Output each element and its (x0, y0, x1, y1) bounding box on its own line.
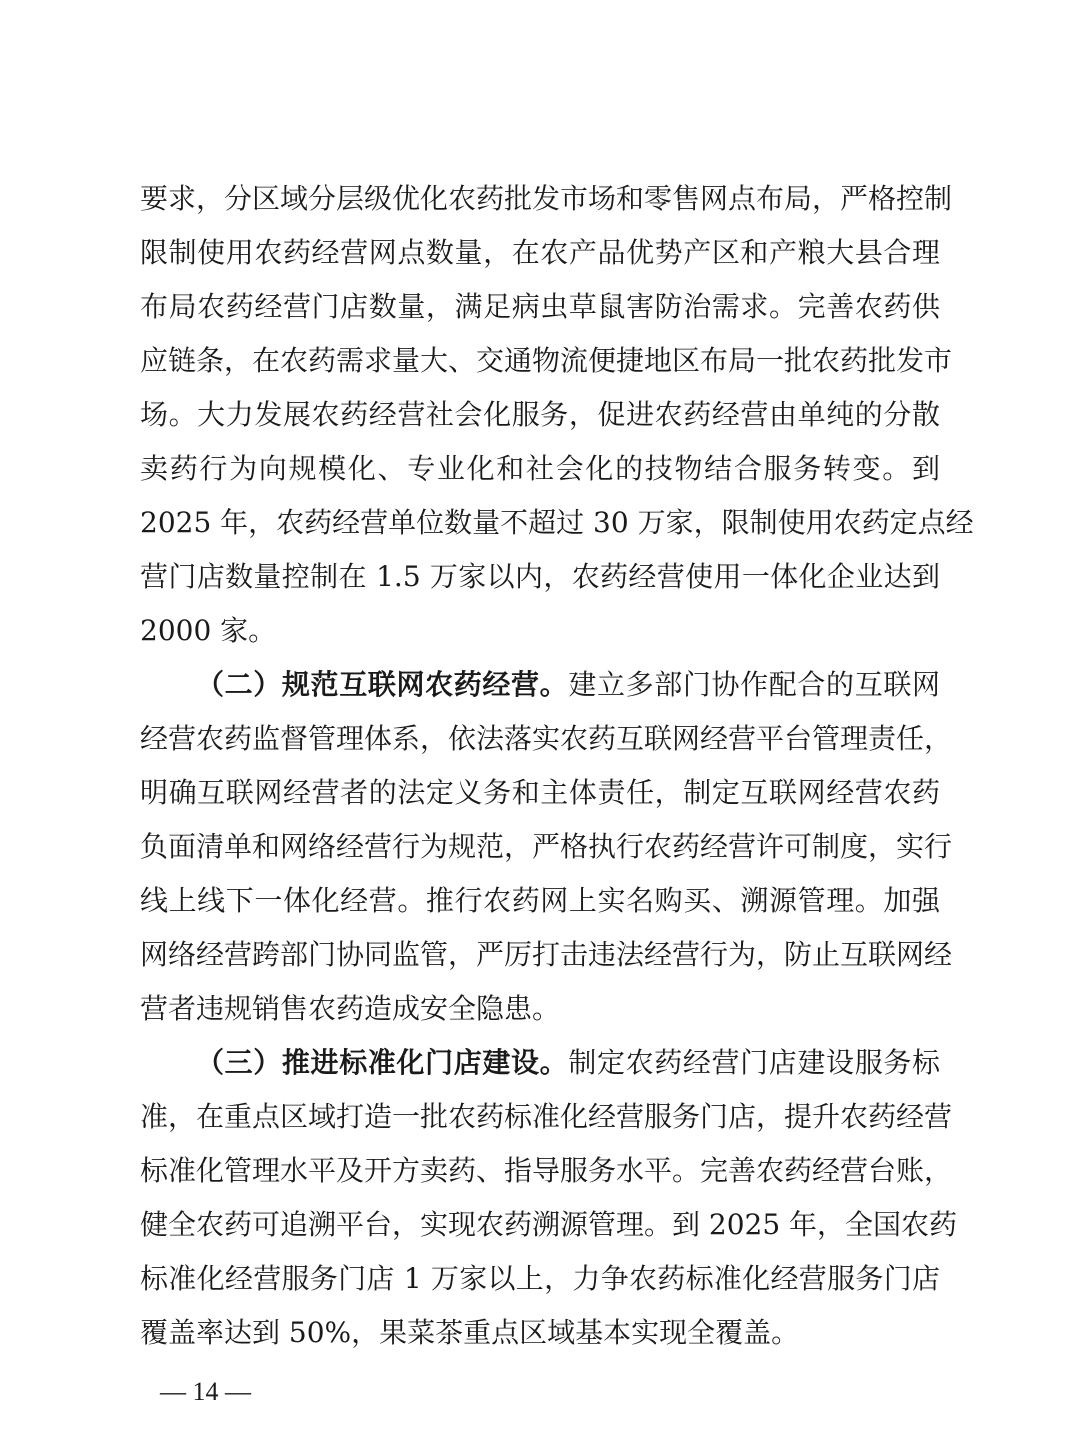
text-line: 布局农药经营门店数量，满足病虫草鼠害防治需求。完善农药供 (140, 290, 940, 323)
text-line: 应链条，在农药需求量大、交通物流便捷地区布局一批农药批发市 (140, 344, 953, 377)
text-line: 营者违规销售农药造成安全隐患。 (140, 992, 561, 1025)
text-line: 营门店数量控制在 1.5 万家以内，农药经营使用一体化企业达到 (140, 560, 940, 593)
section-heading: （二）规范互联网农药经营。 (196, 668, 569, 701)
text-line: 标准化经营服务门店 1 万家以上，力争农药标准化经营服务门店 (140, 1262, 940, 1295)
document-body (140, 172, 974, 1360)
text-line: 明确互联网经营者的法定义务和主体责任，制定互联网经营农药 (140, 776, 940, 809)
page-number: — 14 — (160, 1377, 251, 1406)
text-line: 准，在重点区域打造一批农药标准化经营服务门店，提升农药经营 (140, 1100, 953, 1133)
text-line (140, 658, 940, 712)
paragraph-standard-stores (140, 1036, 958, 1360)
text-line: 负面清单和网络经营行为规范，严格执行农药经营许可制度，实行 (140, 830, 953, 863)
paragraph-distribution (140, 172, 974, 658)
text-line: 卖药行为向规模化、专业化和社会化的技物结合服务转变。到 (140, 452, 940, 485)
text-line: 线上线下一体化经营。推行农药网上实名购买、溯源管理。加强 (140, 884, 940, 917)
text-line: 标准化管理水平及开方卖药、指导服务水平。完善农药经营台账， (140, 1154, 953, 1187)
text-line: 覆盖率达到 50%，果菜茶重点区域基本实现全覆盖。 (140, 1316, 800, 1349)
text-line: 网络经营跨部门协同监管，严厉打击违法经营行为，防止互联网经 (140, 938, 953, 971)
text-line: 场。大力发展农药经营社会化服务，促进农药经营由单纯的分散 (140, 398, 940, 431)
text-line: 要求，分区域分层级优化农药批发市场和零售网点布局，严格控制 (140, 182, 953, 215)
text-line: 健全农药可追溯平台，实现农药溯源管理。到 2025 年，全国农药 (140, 1208, 958, 1241)
text-line: 限制使用农药经营网点数量，在农产品优势产区和产粮大县合理 (140, 236, 940, 269)
text-line: 2000 家。 (140, 614, 277, 647)
text-line: 2025 年，农药经营单位数量不超过 30 万家，限制使用农药定点经 (140, 506, 974, 539)
text-line-remainder: 制定农药经营门店建设服务标 (568, 1046, 940, 1079)
section-heading: （三）推进标准化门店建设。 (196, 1046, 569, 1079)
text-line: 经营农药监督管理体系，依法落实农药互联网经营平台管理责任， (140, 722, 953, 755)
text-line-remainder: 建立多部门协作配合的互联网 (568, 668, 940, 701)
text-line (140, 1036, 940, 1090)
paragraph-internet-sales (140, 658, 953, 1036)
